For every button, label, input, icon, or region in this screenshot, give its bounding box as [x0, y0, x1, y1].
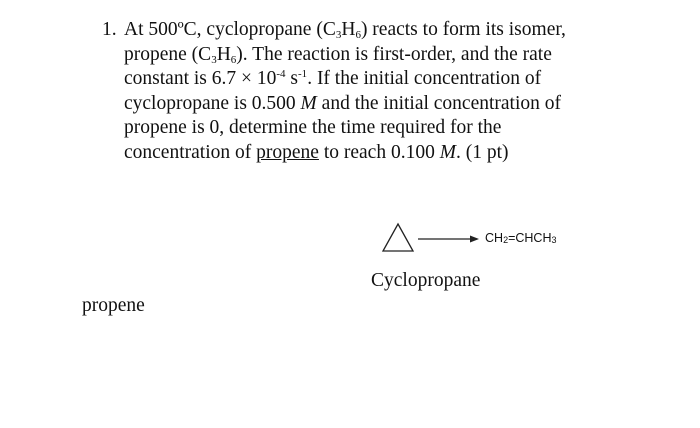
problem-line-4 [124, 92, 662, 117]
problem-line-3 [124, 67, 662, 92]
problem-line-1 [124, 18, 662, 43]
subscript: 3 [335, 29, 342, 41]
text-segment: propene (C [124, 43, 212, 65]
product-formula [485, 231, 557, 245]
reaction-graphic [381, 222, 485, 256]
triangle-icon [383, 224, 413, 251]
text-segment: ) reacts to form its isomer, [360, 19, 566, 40]
text-segment: ). The reaction is first-order, and the rate [236, 43, 552, 65]
text-segment: cyclopropane is 0.500 [124, 92, 301, 114]
text-segment: . If the initial concentration of [307, 68, 542, 89]
unit-molar: M [439, 141, 456, 163]
problem-line-2 [124, 43, 662, 68]
reaction-scheme [381, 222, 601, 256]
underlined-word: propene [256, 141, 319, 163]
text-segment: to reach 0.100 [318, 141, 440, 163]
arrow-right-icon [418, 236, 479, 243]
problem-line-6 [124, 141, 662, 166]
subscript: 3 [551, 235, 557, 245]
text-segment: . (1 pt) [455, 141, 509, 163]
reactant-caption: Cyclopropane [371, 270, 481, 291]
text-segment: At 500ºC, cyclopropane (C [124, 19, 336, 40]
subscript: 2 [503, 235, 509, 245]
subscript: 6 [230, 53, 237, 66]
text-segment: H [341, 19, 356, 40]
formula-segment: =CHCH [508, 231, 552, 245]
text-segment: constant is 6.7 × 10 [124, 68, 277, 89]
superscript: -4 [276, 68, 286, 80]
answer-text: propene [82, 295, 145, 316]
formula-segment: CH [485, 231, 504, 245]
subscript: 6 [355, 29, 361, 41]
text-segment: s [285, 68, 299, 89]
text-segment: and the initial concentration of [316, 92, 562, 114]
problem-statement [102, 18, 662, 165]
unit-molar: M [300, 92, 317, 114]
subscript: 3 [211, 53, 217, 66]
problem-number: 1. [102, 19, 117, 40]
problem-text [124, 18, 662, 165]
text-segment: H [216, 43, 231, 65]
superscript: -1 [298, 68, 308, 80]
problem-line-5: propene is 0, determine the time required for the [124, 117, 502, 138]
text-segment: concentration of [124, 141, 257, 163]
